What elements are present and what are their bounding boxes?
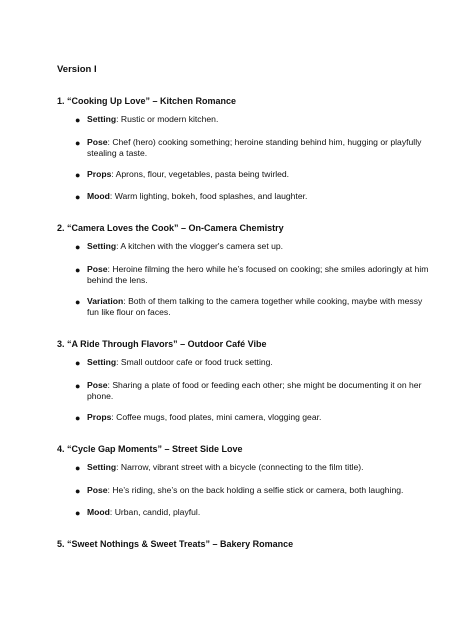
list-item: [87, 412, 432, 423]
list-item: [87, 507, 432, 518]
item-label: Setting: [87, 241, 117, 251]
bullet-icon: ●: [75, 115, 81, 125]
item-text: : Heroine filming the hero while he’s focused on cooking; she smiles adoringly at him behind the lens.: [87, 264, 429, 286]
bullet-icon: ●: [75, 192, 81, 202]
list-item: [87, 191, 432, 202]
item-label: Setting: [87, 357, 117, 367]
item-text: : Chef (hero) cooking something; heroine standing behind him, hugging or playfully stealing a taste.: [87, 137, 422, 159]
item-text: : Urban, candid, playful.: [109, 507, 201, 517]
bullet-icon: ●: [75, 413, 81, 423]
bullet-icon: ●: [75, 297, 81, 307]
bullet-icon: ●: [75, 381, 81, 391]
item-text: : A kitchen with the vlogger's camera set up.: [116, 241, 284, 251]
item-label: Pose: [87, 137, 108, 147]
list-item: [87, 462, 432, 473]
bullet-icon: ●: [75, 170, 81, 180]
item-text: : Rustic or modern kitchen.: [116, 114, 219, 124]
item-label: Setting: [87, 462, 117, 472]
bullet-icon: ●: [75, 358, 81, 368]
section-title-5: 5. “Sweet Nothings & Sweet Treats” – Bakery Romance: [57, 539, 294, 549]
bullet-icon: ●: [75, 138, 81, 148]
list-item: [87, 169, 432, 180]
list-item: [87, 241, 432, 252]
list-item: [87, 357, 432, 368]
list-item: [87, 485, 432, 496]
item-text: : Narrow, vibrant street with a bicycle (connecting to the film title).: [116, 462, 364, 472]
item-label: Setting: [87, 114, 117, 124]
list-item: [87, 380, 432, 403]
list-item: [87, 114, 432, 125]
item-text: : Small outdoor cafe or food truck setting.: [116, 357, 273, 367]
item-label: Props: [87, 412, 112, 422]
version-heading: Version I: [57, 64, 97, 75]
item-label: Pose: [87, 485, 108, 495]
section-title-3: 3. “A Ride Through Flavors” – Outdoor Café Vibe: [57, 339, 267, 349]
item-label: Mood: [87, 191, 110, 201]
list-item: [87, 264, 432, 287]
section-title-2: 2. “Camera Loves the Cook” – On-Camera Chemistry: [57, 223, 284, 233]
item-label: Mood: [87, 507, 110, 517]
bullet-icon: ●: [75, 265, 81, 275]
item-text: : Warm lighting, bokeh, food splashes, and laughter.: [109, 191, 308, 201]
section-title-4: 4. “Cycle Gap Moments” – Street Side Love: [57, 444, 243, 454]
item-label: Pose: [87, 380, 108, 390]
bullet-icon: ●: [75, 242, 81, 252]
item-label: Props: [87, 169, 112, 179]
bullet-icon: ●: [75, 508, 81, 518]
bullet-icon: ●: [75, 486, 81, 496]
bullet-icon: ●: [75, 463, 81, 473]
list-item: [87, 137, 432, 160]
item-label: Pose: [87, 264, 108, 274]
item-text: : Sharing a plate of food or feeding each other; she might be documenting it on her phone.: [87, 380, 422, 402]
item-text: : He’s riding, she’s on the back holding a selfie stick or camera, both laughing.: [107, 485, 404, 495]
item-text: : Aprons, flour, vegetables, pasta being twirled.: [111, 169, 290, 179]
item-label: Variation: [87, 296, 124, 306]
item-text: : Coffee mugs, food plates, mini camera, vlogging gear.: [111, 412, 322, 422]
section-title-1: 1. “Cooking Up Love” – Kitchen Romance: [57, 96, 237, 106]
item-text: : Both of them talking to the camera together while cooking, maybe with messy fun like flour on faces.: [87, 296, 423, 318]
list-item: [87, 296, 432, 319]
